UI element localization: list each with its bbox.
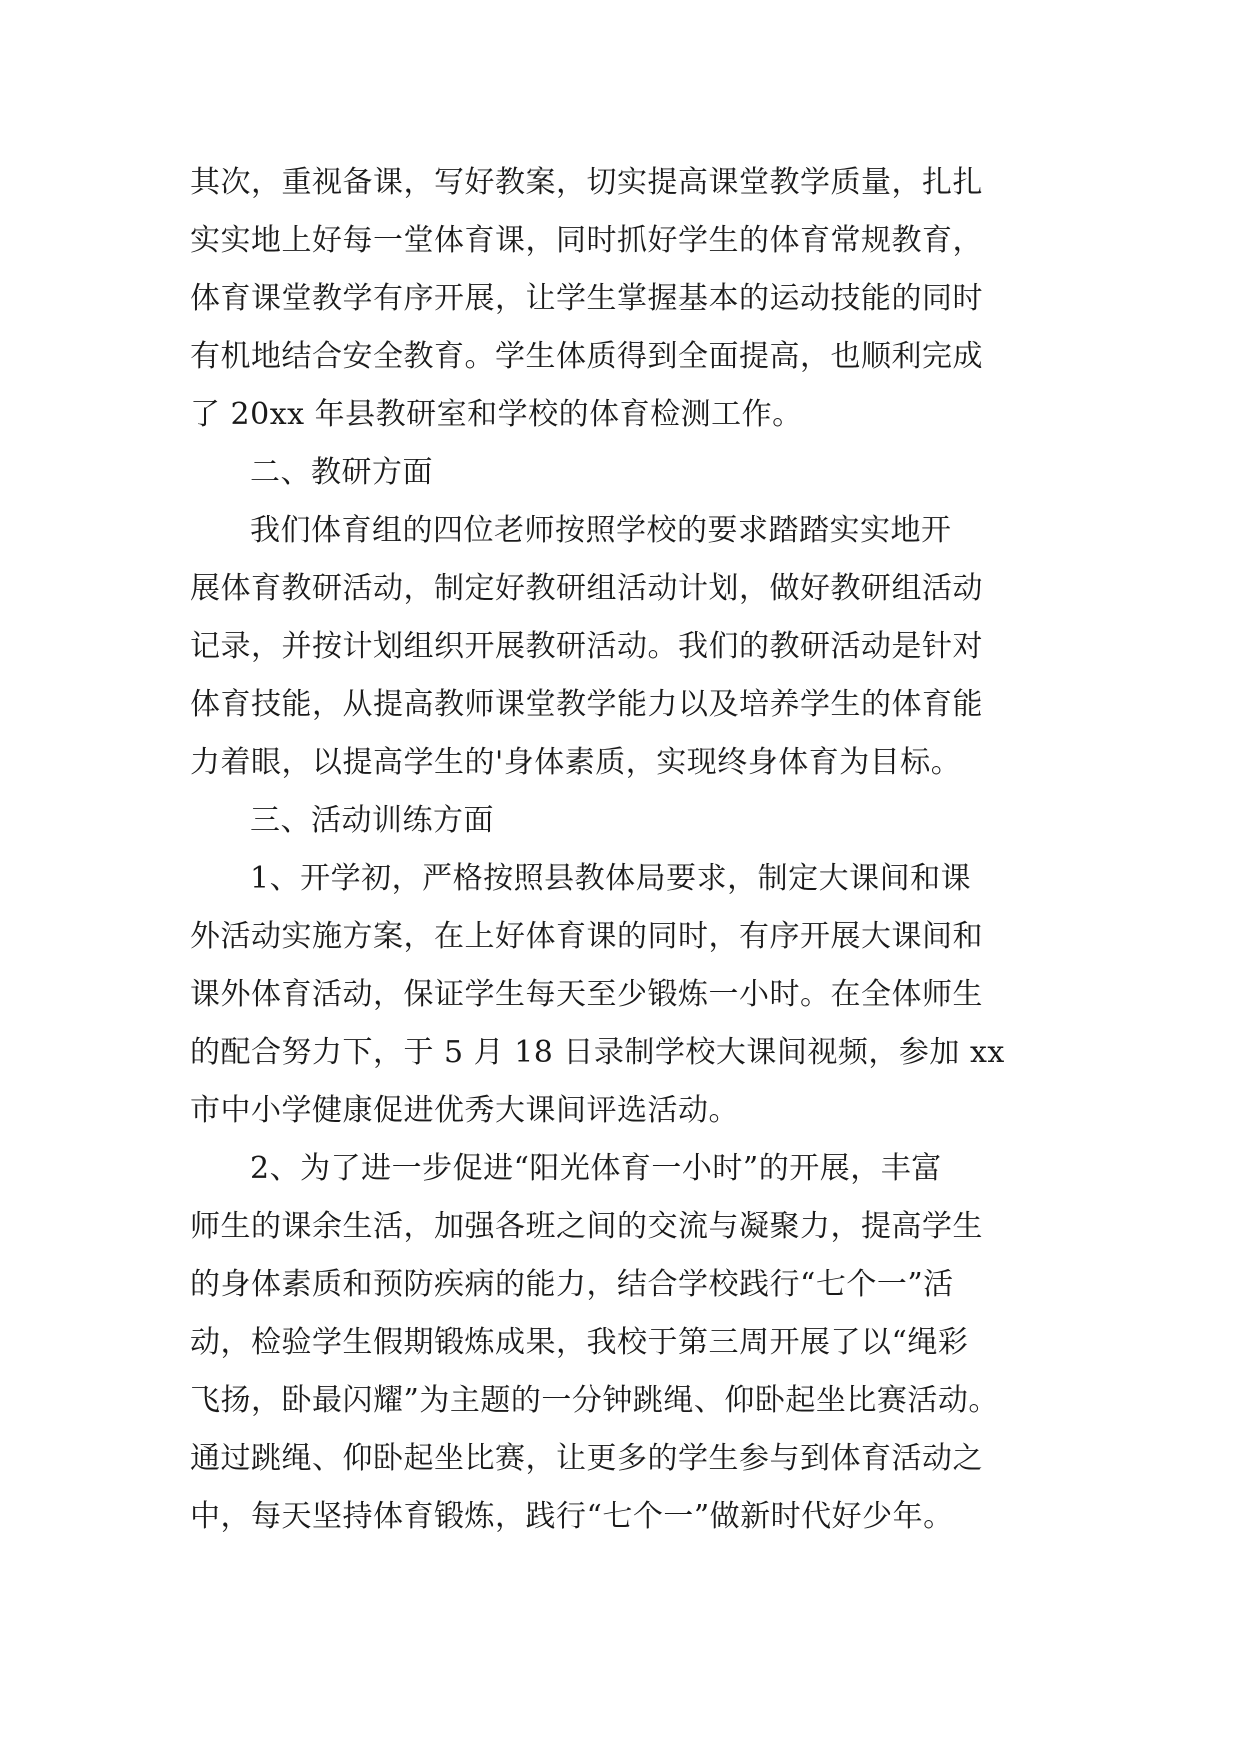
text-line: 中，每天坚持体育锻炼，践行“七个一”做新时代好少年。 — [190, 1499, 954, 1534]
text-line: 通过跳绳、仰卧起坐比赛，让更多的学生参与到体育活动之 — [190, 1441, 983, 1476]
text-line: 体育技能，从提高教师课堂教学能力以及培养学生的体育能 — [190, 687, 983, 722]
text-line: 了 20xx 年县教研室和学校的体育检测工作。 — [190, 397, 803, 432]
text-line: 的身体素质和预防疾病的能力，结合学校践行“七个一”活 — [190, 1267, 954, 1302]
text-line: 我们体育组的四位老师按照学校的要求踏踏实实地开 — [250, 513, 952, 548]
text-line: 记录，并按计划组织开展教研活动。我们的教研活动是针对 — [190, 629, 983, 664]
text-line: 师生的课余生活，加强各班之间的交流与凝聚力，提高学生 — [190, 1209, 983, 1244]
text-line: 的配合努力下，于 5 月 18 日录制学校大课间视频，参加 xx — [190, 1035, 1005, 1070]
document-body — [190, 154, 1060, 1546]
text-line: 2、为了进一步促进“阳光体育一小时”的开展，丰富 — [250, 1151, 942, 1186]
text-line: 有机地结合安全教育。学生体质得到全面提高，也顺利完成 — [190, 339, 983, 374]
text-line: 实实地上好每一堂体育课，同时抓好学生的体育常规教育， — [190, 223, 983, 258]
section-heading-teaching-research: 二、教研方面 — [250, 455, 433, 490]
text-line: 市中小学健康促进优秀大课间评选活动。 — [190, 1093, 739, 1128]
text-line: 动，检验学生假期锻炼成果，我校于第三周开展了以“绳彩 — [190, 1325, 969, 1360]
text-line: 飞扬，卧最闪耀”为主题的一分钟跳绳、仰卧起坐比赛活动。 — [190, 1383, 999, 1418]
text-line: 外活动实施方案，在上好体育课的同时，有序开展大课间和 — [190, 919, 983, 954]
text-line: 1、开学初，严格按照县教体局要求，制定大课间和课 — [250, 861, 972, 896]
text-line: 力着眼，以提高学生的'身体素质，实现终身体育为目标。 — [190, 745, 962, 780]
text-line: 其次，重视备课，写好教案，切实提高课堂教学质量，扎扎 — [190, 165, 983, 200]
text-line: 展体育教研活动，制定好教研组活动计划，做好教研组活动 — [190, 571, 983, 606]
section-heading-activity-training: 三、活动训练方面 — [250, 803, 494, 838]
text-line: 体育课堂教学有序开展，让学生掌握基本的运动技能的同时 — [190, 281, 983, 316]
text-line: 课外体育活动，保证学生每天至少锻炼一小时。在全体师生 — [190, 977, 983, 1012]
